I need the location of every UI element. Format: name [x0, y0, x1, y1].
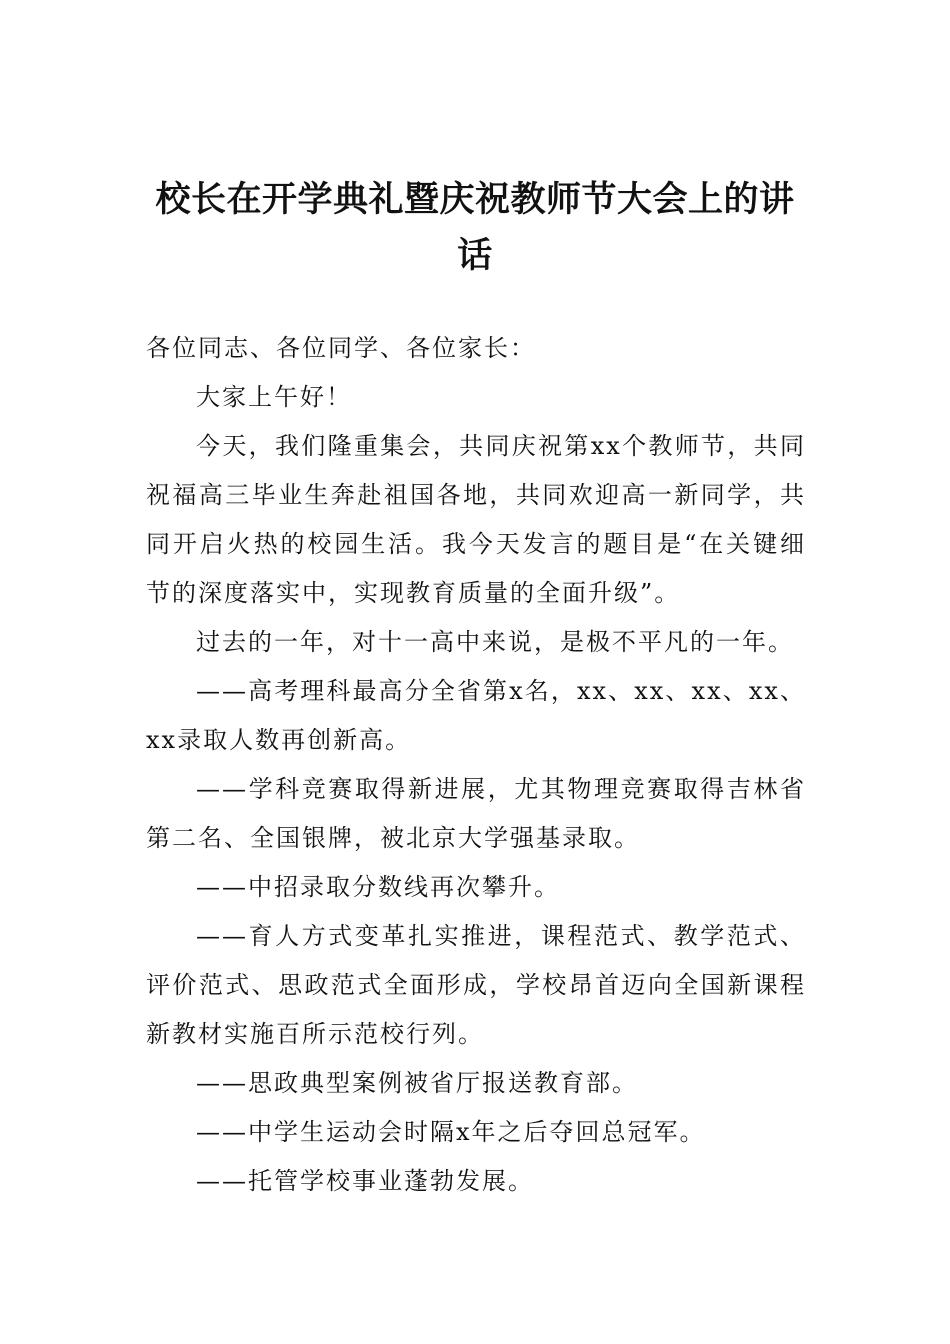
achievement-item: ——高考理科最高分全省第x名，xx、xx、xx、xx、xx录取人数再创新高。: [146, 677, 806, 754]
achievement-item: ——育人方式变革扎实推进，课程范式、教学范式、评价范式、思政范式全面形成，学校昂首迈向全国新课程新教材实施百所示范校行列。: [146, 922, 806, 1048]
paragraph-intro: 今天，我们隆重集会，共同庆祝第xx个教师节，共同祝福高三毕业生奔赴祖国各地，共同欢迎高一新同学，共同开启火热的校园生活。我今天发言的题目是“在关键细节的深度落实中，实现教育质量的全面升级”。: [146, 432, 806, 607]
achievement-item: ——中招录取分数线再次攀升。: [196, 873, 560, 901]
achievement-item: ——托管学校事业蓬勃发展。: [196, 1167, 534, 1195]
document-title: 校长在开学典礼暨庆祝教师节大会上的讲话: [155, 179, 795, 276]
paragraph-past-year: 过去的一年，对十一高中来说，是极不平凡的一年。: [196, 628, 794, 656]
paragraph-greeting: 大家上午好！: [196, 383, 352, 411]
document-body: [146, 324, 806, 1206]
achievement-item: ——思政典型案例被省厅报送教育部。: [196, 1069, 638, 1097]
achievement-item: ——学科竞赛取得新进展，尤其物理竞赛取得吉林省第二名、全国银牌，被北京大学强基录取。: [146, 775, 806, 852]
salutation: 各位同志、各位同学、各位家长：: [146, 334, 536, 362]
achievement-item: ——中学生运动会时隔x年之后夺回总冠军。: [196, 1118, 706, 1146]
